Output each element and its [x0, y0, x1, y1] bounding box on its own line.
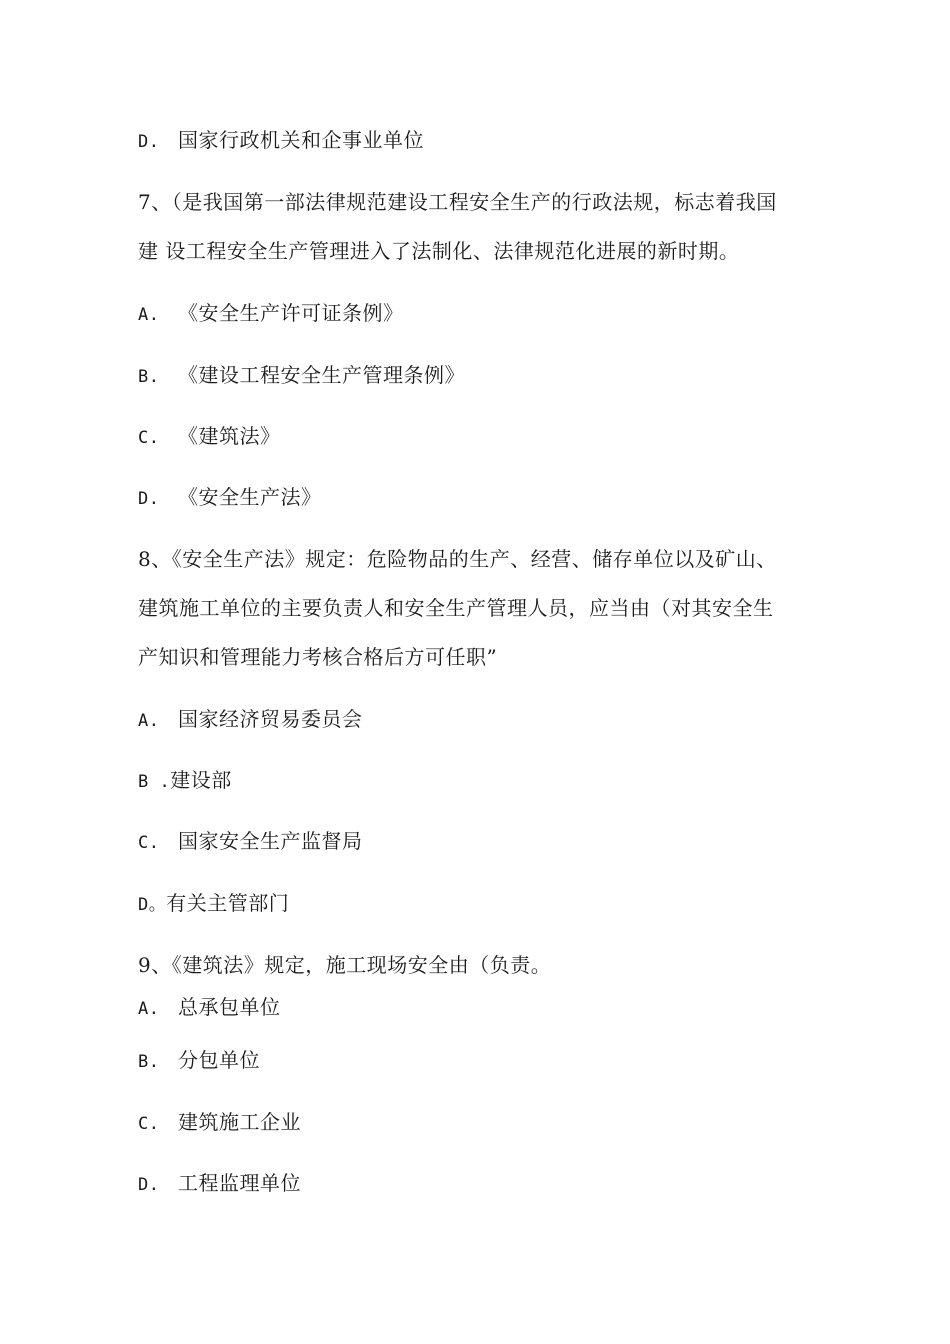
option-letter: A. — [138, 999, 160, 1019]
option-text: 工程监理单位 — [178, 1171, 301, 1195]
option-text: 国家安全生产监督局 — [178, 829, 363, 853]
q6-option-d — [138, 126, 424, 156]
q7-option-b — [138, 361, 465, 391]
option-letter: C. — [138, 428, 160, 448]
option-text: 分包单位 — [178, 1048, 260, 1072]
option-letter: B . — [138, 772, 171, 792]
option-letter: A. — [138, 305, 160, 325]
q7-option-a — [138, 299, 404, 329]
option-text: 《安全生产许可证条例》 — [178, 301, 404, 325]
q8-option-b — [138, 766, 232, 796]
q7-option-d — [138, 483, 322, 513]
option-text: 有关主管部门 — [166, 891, 290, 915]
option-letter: D。 — [138, 895, 167, 915]
q9-stem-line-1: 9、《建筑法》规定，施工现场安全由（负责。 — [138, 953, 552, 977]
option-text: 《建设工程安全生产管理条例》 — [178, 363, 465, 387]
option-letter: C. — [138, 1114, 160, 1134]
q8-stem-line-3: 产知识和管理能力考核合格后方可任职” — [138, 645, 498, 669]
option-text: 国家经济贸易委员会 — [178, 707, 363, 731]
option-text: 建筑施工企业 — [178, 1110, 301, 1134]
q8-stem-line-1: 8、《安全生产法》规定：危险物品的生产、经营、储存单位以及矿山、 — [138, 547, 777, 571]
option-text: 建设部 — [170, 768, 232, 792]
option-letter: D. — [138, 489, 160, 509]
q8-option-a — [138, 705, 363, 735]
q7-stem-line-1: 7、（是我国第一部法律规范建设工程安全生产的行政法规，标志着我国 — [138, 190, 777, 214]
q7-stem-line-2: 建 设工程安全生产管理进入了法制化、法律规范化进展的新时期。 — [138, 239, 740, 263]
q8-stem-line-2: 建筑施工单位的主要负责人和安全生产管理人员，应当由（对其安全生 — [138, 596, 774, 620]
option-letter: D. — [138, 132, 160, 152]
q9-option-c — [138, 1108, 301, 1138]
q9-option-b — [138, 1046, 260, 1076]
option-letter: D. — [138, 1175, 160, 1195]
q9-option-a — [138, 993, 281, 1023]
option-letter: A. — [138, 711, 160, 731]
option-letter: B. — [138, 367, 160, 387]
option-text: 《安全生产法》 — [178, 485, 322, 509]
q7-option-c — [138, 422, 281, 452]
option-letter: C. — [138, 833, 160, 853]
q9-option-d — [138, 1169, 301, 1199]
q8-option-d — [138, 889, 289, 919]
option-letter: B. — [138, 1052, 160, 1072]
option-text: 国家行政机关和企事业单位 — [178, 128, 424, 152]
q8-option-c — [138, 827, 363, 857]
option-text: 《建筑法》 — [178, 424, 281, 448]
option-text: 总承包单位 — [178, 995, 281, 1019]
